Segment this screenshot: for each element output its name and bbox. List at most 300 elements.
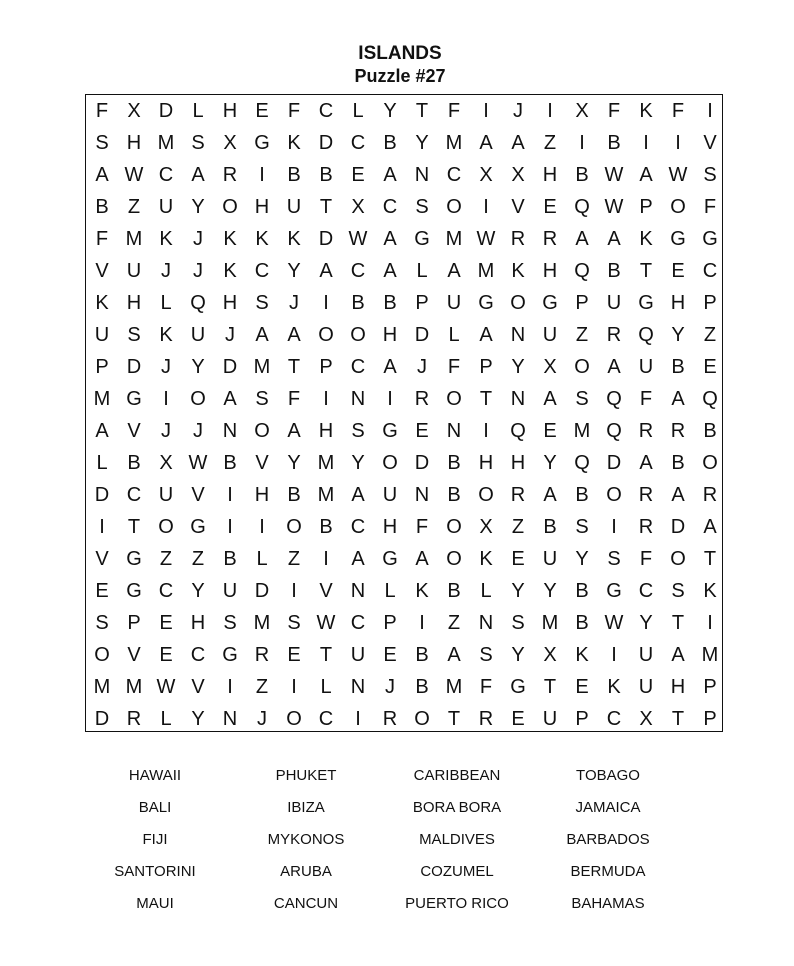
grid-letter[interactable]: B — [223, 548, 237, 570]
grid-letter[interactable]: M — [125, 676, 143, 698]
grid-letter[interactable]: S — [703, 164, 717, 186]
grid-letter[interactable]: N — [510, 324, 526, 346]
grid-letter[interactable]: E — [383, 644, 397, 666]
grid-letter[interactable]: A — [255, 324, 269, 346]
grid-letter[interactable]: D — [94, 708, 110, 730]
grid-letter[interactable]: R — [478, 708, 494, 730]
grid-letter[interactable]: Y — [543, 452, 557, 474]
grid-letter[interactable]: K — [511, 260, 525, 282]
grid-letter[interactable]: K — [159, 324, 173, 346]
grid-letter[interactable]: S — [127, 324, 141, 346]
grid-letter[interactable]: Q — [190, 292, 206, 314]
grid-letter[interactable]: A — [351, 548, 365, 570]
grid-letter[interactable]: H — [126, 292, 142, 314]
grid-letter[interactable]: B — [543, 516, 557, 538]
grid-letter[interactable]: W — [476, 228, 496, 250]
grid-letter[interactable]: U — [446, 292, 462, 314]
grid-letter[interactable]: U — [286, 196, 302, 218]
grid-letter[interactable]: O — [574, 356, 590, 378]
grid-letter[interactable]: R — [414, 388, 430, 410]
grid-letter[interactable]: I — [643, 132, 649, 154]
grid-letter[interactable]: I — [419, 612, 425, 634]
grid-letter[interactable]: A — [95, 164, 109, 186]
grid-letter[interactable]: B — [447, 580, 461, 602]
grid-letter[interactable]: W — [604, 612, 624, 634]
grid-letter[interactable]: Y — [575, 548, 589, 570]
grid-letter[interactable]: G — [542, 292, 558, 314]
grid-letter[interactable]: A — [543, 484, 557, 506]
grid-letter[interactable]: Y — [511, 580, 525, 602]
grid-letter[interactable]: K — [159, 228, 173, 250]
grid-letter[interactable]: P — [127, 612, 141, 634]
grid-letter[interactable]: C — [318, 100, 334, 122]
grid-letter[interactable]: A — [479, 132, 493, 154]
grid-letter[interactable]: U — [158, 484, 174, 506]
grid-letter[interactable]: R — [382, 708, 398, 730]
grid-letter[interactable]: E — [287, 644, 301, 666]
grid-letter[interactable]: A — [287, 420, 301, 442]
grid-letter[interactable]: I — [291, 580, 297, 602]
grid-letter[interactable]: M — [445, 132, 463, 154]
grid-letter[interactable]: Z — [191, 548, 205, 570]
grid-letter[interactable]: I — [355, 708, 361, 730]
grid-letter[interactable]: E — [543, 196, 557, 218]
grid-letter[interactable]: M — [93, 676, 111, 698]
grid-letter[interactable]: E — [511, 708, 525, 730]
grid-letter[interactable]: B — [575, 484, 589, 506]
grid-letter[interactable]: X — [543, 644, 557, 666]
grid-letter[interactable]: P — [319, 356, 333, 378]
grid-letter[interactable]: K — [287, 228, 301, 250]
grid-letter[interactable]: F — [639, 388, 653, 410]
grid-letter[interactable]: U — [222, 580, 238, 602]
grid-letter[interactable]: O — [478, 484, 494, 506]
grid-letter[interactable]: P — [415, 292, 429, 314]
grid-letter[interactable]: Q — [606, 420, 622, 442]
grid-letter[interactable]: B — [447, 452, 461, 474]
grid-letter[interactable]: F — [287, 100, 301, 122]
grid-letter[interactable]: R — [254, 644, 270, 666]
grid-letter[interactable]: D — [414, 452, 430, 474]
grid-letter[interactable]: F — [287, 388, 301, 410]
grid-letter[interactable]: A — [511, 132, 525, 154]
grid-letter[interactable]: I — [163, 388, 169, 410]
grid-letter[interactable]: C — [190, 644, 206, 666]
grid-letter[interactable]: F — [479, 676, 493, 698]
grid-letter[interactable]: X — [479, 516, 493, 538]
grid-letter[interactable]: Y — [383, 100, 397, 122]
grid-letter[interactable]: H — [254, 484, 270, 506]
grid-letter[interactable]: J — [289, 292, 299, 314]
grid-letter[interactable]: A — [703, 516, 717, 538]
grid-letter[interactable]: M — [253, 612, 271, 634]
grid-letter[interactable]: S — [607, 548, 621, 570]
grid-letter[interactable]: G — [222, 644, 238, 666]
grid-letter[interactable]: Z — [447, 612, 461, 634]
grid-letter[interactable]: Q — [574, 452, 590, 474]
grid-letter[interactable]: L — [96, 452, 108, 474]
grid-letter[interactable]: I — [675, 132, 681, 154]
grid-letter[interactable]: K — [607, 676, 621, 698]
grid-letter[interactable]: T — [127, 516, 141, 538]
grid-letter[interactable]: B — [607, 132, 621, 154]
grid-letter[interactable]: F — [639, 548, 653, 570]
grid-letter[interactable]: T — [543, 676, 557, 698]
grid-letter[interactable]: P — [703, 708, 717, 730]
grid-letter[interactable]: G — [606, 580, 622, 602]
grid-letter[interactable]: O — [350, 324, 366, 346]
grid-letter[interactable]: A — [447, 644, 461, 666]
grid-letter[interactable]: U — [638, 644, 654, 666]
grid-letter[interactable]: I — [99, 516, 105, 538]
grid-letter[interactable]: K — [255, 228, 269, 250]
grid-letter[interactable]: E — [575, 676, 589, 698]
grid-letter[interactable]: U — [190, 324, 206, 346]
grid-letter[interactable]: V — [255, 452, 269, 474]
grid-letter[interactable]: L — [416, 260, 428, 282]
grid-letter[interactable]: E — [543, 420, 557, 442]
grid-letter[interactable]: Y — [543, 580, 557, 602]
grid-letter[interactable]: H — [382, 516, 398, 538]
grid-letter[interactable]: T — [287, 356, 301, 378]
grid-letter[interactable]: B — [319, 164, 333, 186]
grid-letter[interactable]: K — [479, 548, 493, 570]
grid-letter[interactable]: W — [124, 164, 144, 186]
grid-letter[interactable]: D — [318, 228, 334, 250]
grid-letter[interactable]: G — [382, 420, 398, 442]
grid-letter[interactable]: I — [323, 292, 329, 314]
grid-letter[interactable]: C — [254, 260, 270, 282]
grid-letter[interactable]: B — [575, 164, 589, 186]
grid-letter[interactable]: Y — [415, 132, 429, 154]
grid-letter[interactable]: U — [542, 548, 558, 570]
grid-letter[interactable]: O — [190, 388, 206, 410]
grid-letter[interactable]: R — [606, 324, 622, 346]
grid-letter[interactable]: I — [227, 484, 233, 506]
grid-letter[interactable]: O — [286, 708, 302, 730]
grid-letter[interactable]: Y — [191, 708, 205, 730]
grid-letter[interactable]: X — [639, 708, 653, 730]
grid-letter[interactable]: P — [383, 612, 397, 634]
grid-letter[interactable]: O — [510, 292, 526, 314]
grid-letter[interactable]: H — [670, 292, 686, 314]
grid-letter[interactable]: H — [190, 612, 206, 634]
grid-letter[interactable]: L — [256, 548, 268, 570]
grid-letter[interactable]: S — [287, 612, 301, 634]
grid-letter[interactable]: R — [222, 164, 238, 186]
grid-letter[interactable]: G — [190, 516, 206, 538]
grid-letter[interactable]: Y — [671, 324, 685, 346]
grid-letter[interactable]: W — [316, 612, 336, 634]
grid-letter[interactable]: T — [415, 100, 429, 122]
grid-letter[interactable]: G — [638, 292, 654, 314]
grid-letter[interactable]: L — [160, 708, 172, 730]
grid-letter[interactable]: G — [126, 548, 142, 570]
grid-letter[interactable]: M — [125, 228, 143, 250]
grid-letter[interactable]: I — [323, 548, 329, 570]
grid-letter[interactable]: A — [191, 164, 205, 186]
grid-letter[interactable]: F — [415, 516, 429, 538]
grid-letter[interactable]: E — [351, 164, 365, 186]
grid-letter[interactable]: R — [542, 228, 558, 250]
grid-letter[interactable]: A — [671, 644, 685, 666]
grid-letter[interactable]: N — [478, 612, 494, 634]
grid-letter[interactable]: T — [639, 260, 653, 282]
grid-letter[interactable]: U — [638, 356, 654, 378]
grid-letter[interactable]: F — [447, 100, 461, 122]
grid-letter[interactable]: E — [95, 580, 109, 602]
grid-letter[interactable]: Y — [287, 260, 301, 282]
grid-letter[interactable]: A — [383, 260, 397, 282]
grid-letter[interactable]: Z — [127, 196, 141, 218]
grid-letter[interactable]: A — [319, 260, 333, 282]
grid-letter[interactable]: G — [126, 388, 142, 410]
grid-letter[interactable]: C — [606, 708, 622, 730]
grid-letter[interactable]: I — [707, 100, 713, 122]
grid-letter[interactable]: N — [446, 420, 462, 442]
grid-letter[interactable]: Y — [191, 356, 205, 378]
grid-letter[interactable]: K — [639, 100, 653, 122]
grid-letter[interactable]: A — [607, 356, 621, 378]
grid-letter[interactable]: R — [670, 420, 686, 442]
grid-letter[interactable]: E — [703, 356, 717, 378]
grid-letter[interactable]: J — [193, 228, 203, 250]
grid-letter[interactable]: Q — [606, 388, 622, 410]
grid-letter[interactable]: P — [575, 708, 589, 730]
grid-letter[interactable]: A — [383, 356, 397, 378]
grid-letter[interactable]: V — [511, 196, 525, 218]
grid-letter[interactable]: J — [161, 356, 171, 378]
grid-letter[interactable]: D — [158, 100, 174, 122]
grid-letter[interactable]: P — [639, 196, 653, 218]
grid-letter[interactable]: V — [95, 260, 109, 282]
grid-letter[interactable]: T — [671, 612, 685, 634]
grid-letter[interactable]: U — [350, 644, 366, 666]
grid-letter[interactable]: J — [385, 676, 395, 698]
grid-letter[interactable]: Z — [159, 548, 173, 570]
grid-letter[interactable]: K — [575, 644, 589, 666]
grid-letter[interactable]: A — [351, 484, 365, 506]
grid-letter[interactable]: Y — [511, 356, 525, 378]
grid-letter[interactable]: B — [575, 612, 589, 634]
grid-letter[interactable]: I — [483, 100, 489, 122]
grid-letter[interactable]: M — [445, 228, 463, 250]
grid-letter[interactable]: O — [414, 708, 430, 730]
grid-letter[interactable]: C — [702, 260, 718, 282]
grid-letter[interactable]: K — [639, 228, 653, 250]
grid-letter[interactable]: J — [225, 324, 235, 346]
grid-letter[interactable]: M — [157, 132, 175, 154]
grid-letter[interactable]: Y — [511, 644, 525, 666]
grid-letter[interactable]: K — [223, 260, 237, 282]
grid-letter[interactable]: F — [607, 100, 621, 122]
grid-letter[interactable]: O — [94, 644, 110, 666]
grid-letter[interactable]: J — [193, 260, 203, 282]
grid-letter[interactable]: H — [670, 676, 686, 698]
grid-letter[interactable]: B — [575, 580, 589, 602]
grid-letter[interactable]: J — [161, 260, 171, 282]
grid-letter[interactable]: B — [447, 484, 461, 506]
grid-letter[interactable]: D — [222, 356, 238, 378]
grid-letter[interactable]: S — [95, 612, 109, 634]
grid-letter[interactable]: Y — [191, 580, 205, 602]
grid-letter[interactable]: S — [511, 612, 525, 634]
grid-letter[interactable]: O — [606, 484, 622, 506]
grid-letter[interactable]: J — [257, 708, 267, 730]
grid-letter[interactable]: A — [447, 260, 461, 282]
grid-letter[interactable]: X — [575, 100, 589, 122]
grid-letter[interactable]: B — [351, 292, 365, 314]
grid-letter[interactable]: C — [158, 580, 174, 602]
grid-letter[interactable]: I — [579, 132, 585, 154]
grid-letter[interactable]: G — [414, 228, 430, 250]
grid-letter[interactable]: X — [159, 452, 173, 474]
grid-letter[interactable]: G — [382, 548, 398, 570]
grid-letter[interactable]: S — [351, 420, 365, 442]
grid-letter[interactable]: G — [510, 676, 526, 698]
grid-letter[interactable]: B — [95, 196, 109, 218]
grid-letter[interactable]: B — [415, 676, 429, 698]
grid-letter[interactable]: N — [350, 676, 366, 698]
grid-letter[interactable]: C — [350, 612, 366, 634]
grid-letter[interactable]: L — [320, 676, 332, 698]
grid-letter[interactable]: L — [352, 100, 364, 122]
grid-letter[interactable]: C — [350, 516, 366, 538]
grid-letter[interactable]: I — [259, 516, 265, 538]
grid-letter[interactable]: M — [701, 644, 719, 666]
grid-letter[interactable]: H — [542, 164, 558, 186]
grid-letter[interactable]: W — [604, 196, 624, 218]
grid-letter[interactable]: W — [188, 452, 208, 474]
grid-letter[interactable]: B — [223, 452, 237, 474]
grid-letter[interactable]: B — [415, 644, 429, 666]
grid-letter[interactable]: I — [387, 388, 393, 410]
grid-letter[interactable]: D — [318, 132, 334, 154]
grid-letter[interactable]: N — [414, 164, 430, 186]
grid-letter[interactable]: A — [95, 420, 109, 442]
grid-letter[interactable]: U — [542, 708, 558, 730]
grid-letter[interactable]: H — [222, 100, 238, 122]
grid-letter[interactable]: B — [671, 452, 685, 474]
grid-letter[interactable]: C — [350, 260, 366, 282]
grid-letter[interactable]: Q — [702, 388, 718, 410]
grid-letter[interactable]: C — [350, 132, 366, 154]
grid-letter[interactable]: D — [126, 356, 142, 378]
grid-letter[interactable]: I — [483, 196, 489, 218]
grid-letter[interactable]: I — [611, 644, 617, 666]
grid-letter[interactable]: A — [223, 388, 237, 410]
grid-letter[interactable]: A — [575, 228, 589, 250]
grid-letter[interactable]: H — [126, 132, 142, 154]
grid-letter[interactable]: U — [94, 324, 110, 346]
grid-letter[interactable]: N — [510, 388, 526, 410]
grid-letter[interactable]: E — [255, 100, 269, 122]
grid-letter[interactable]: Q — [638, 324, 654, 346]
grid-letter[interactable]: E — [159, 612, 173, 634]
grid-letter[interactable]: V — [703, 132, 717, 154]
grid-letter[interactable]: K — [703, 580, 717, 602]
grid-letter[interactable]: A — [543, 388, 557, 410]
grid-letter[interactable]: I — [483, 420, 489, 442]
grid-letter[interactable]: Z — [543, 132, 557, 154]
grid-letter[interactable]: A — [287, 324, 301, 346]
grid-letter[interactable]: M — [317, 484, 335, 506]
grid-letter[interactable]: I — [323, 388, 329, 410]
grid-letter[interactable]: N — [222, 420, 238, 442]
grid-letter[interactable]: I — [611, 516, 617, 538]
grid-letter[interactable]: W — [156, 676, 176, 698]
grid-letter[interactable]: C — [350, 356, 366, 378]
grid-letter[interactable]: K — [287, 132, 301, 154]
grid-letter[interactable]: M — [573, 420, 591, 442]
grid-letter[interactable]: D — [414, 324, 430, 346]
grid-letter[interactable]: U — [542, 324, 558, 346]
grid-letter[interactable]: X — [351, 196, 365, 218]
grid-letter[interactable]: F — [95, 100, 109, 122]
grid-letter[interactable]: X — [127, 100, 141, 122]
grid-letter[interactable]: O — [158, 516, 174, 538]
grid-letter[interactable]: U — [606, 292, 622, 314]
grid-letter[interactable]: T — [671, 708, 685, 730]
grid-letter[interactable]: Y — [351, 452, 365, 474]
grid-letter[interactable]: U — [382, 484, 398, 506]
grid-letter[interactable]: O — [670, 196, 686, 218]
grid-letter[interactable]: J — [417, 356, 427, 378]
grid-letter[interactable]: J — [193, 420, 203, 442]
grid-letter[interactable]: Q — [510, 420, 526, 442]
grid-letter[interactable]: A — [383, 164, 397, 186]
grid-letter[interactable]: N — [350, 388, 366, 410]
grid-letter[interactable]: V — [191, 484, 205, 506]
grid-letter[interactable]: O — [446, 388, 462, 410]
grid-letter[interactable]: T — [319, 644, 333, 666]
grid-letter[interactable]: O — [286, 516, 302, 538]
grid-letter[interactable]: M — [253, 356, 271, 378]
grid-letter[interactable]: E — [671, 260, 685, 282]
grid-letter[interactable]: B — [319, 516, 333, 538]
grid-letter[interactable]: Z — [255, 676, 269, 698]
grid-letter[interactable]: H — [318, 420, 334, 442]
grid-letter[interactable]: B — [383, 292, 397, 314]
grid-letter[interactable]: R — [702, 484, 718, 506]
grid-letter[interactable]: T — [479, 388, 493, 410]
grid-letter[interactable]: B — [671, 356, 685, 378]
grid-letter[interactable]: G — [702, 228, 718, 250]
grid-letter[interactable]: V — [127, 644, 141, 666]
grid-letter[interactable]: G — [254, 132, 270, 154]
grid-letter[interactable]: H — [542, 260, 558, 282]
grid-letter[interactable]: B — [127, 452, 141, 474]
grid-letter[interactable]: T — [447, 708, 461, 730]
grid-letter[interactable]: W — [348, 228, 368, 250]
grid-letter[interactable]: D — [670, 516, 686, 538]
grid-letter[interactable]: S — [223, 612, 237, 634]
grid-letter[interactable]: V — [95, 548, 109, 570]
grid-letter[interactable]: X — [511, 164, 525, 186]
grid-letter[interactable]: S — [95, 132, 109, 154]
grid-letter[interactable]: Q — [574, 260, 590, 282]
grid-letter[interactable]: I — [227, 676, 233, 698]
grid-letter[interactable]: D — [606, 452, 622, 474]
grid-letter[interactable]: M — [317, 452, 335, 474]
grid-letter[interactable]: S — [255, 292, 269, 314]
grid-letter[interactable]: V — [319, 580, 333, 602]
grid-letter[interactable]: A — [639, 452, 653, 474]
grid-letter[interactable]: A — [415, 548, 429, 570]
grid-letter[interactable]: E — [159, 644, 173, 666]
grid-letter[interactable]: C — [126, 484, 142, 506]
grid-letter[interactable]: F — [95, 228, 109, 250]
